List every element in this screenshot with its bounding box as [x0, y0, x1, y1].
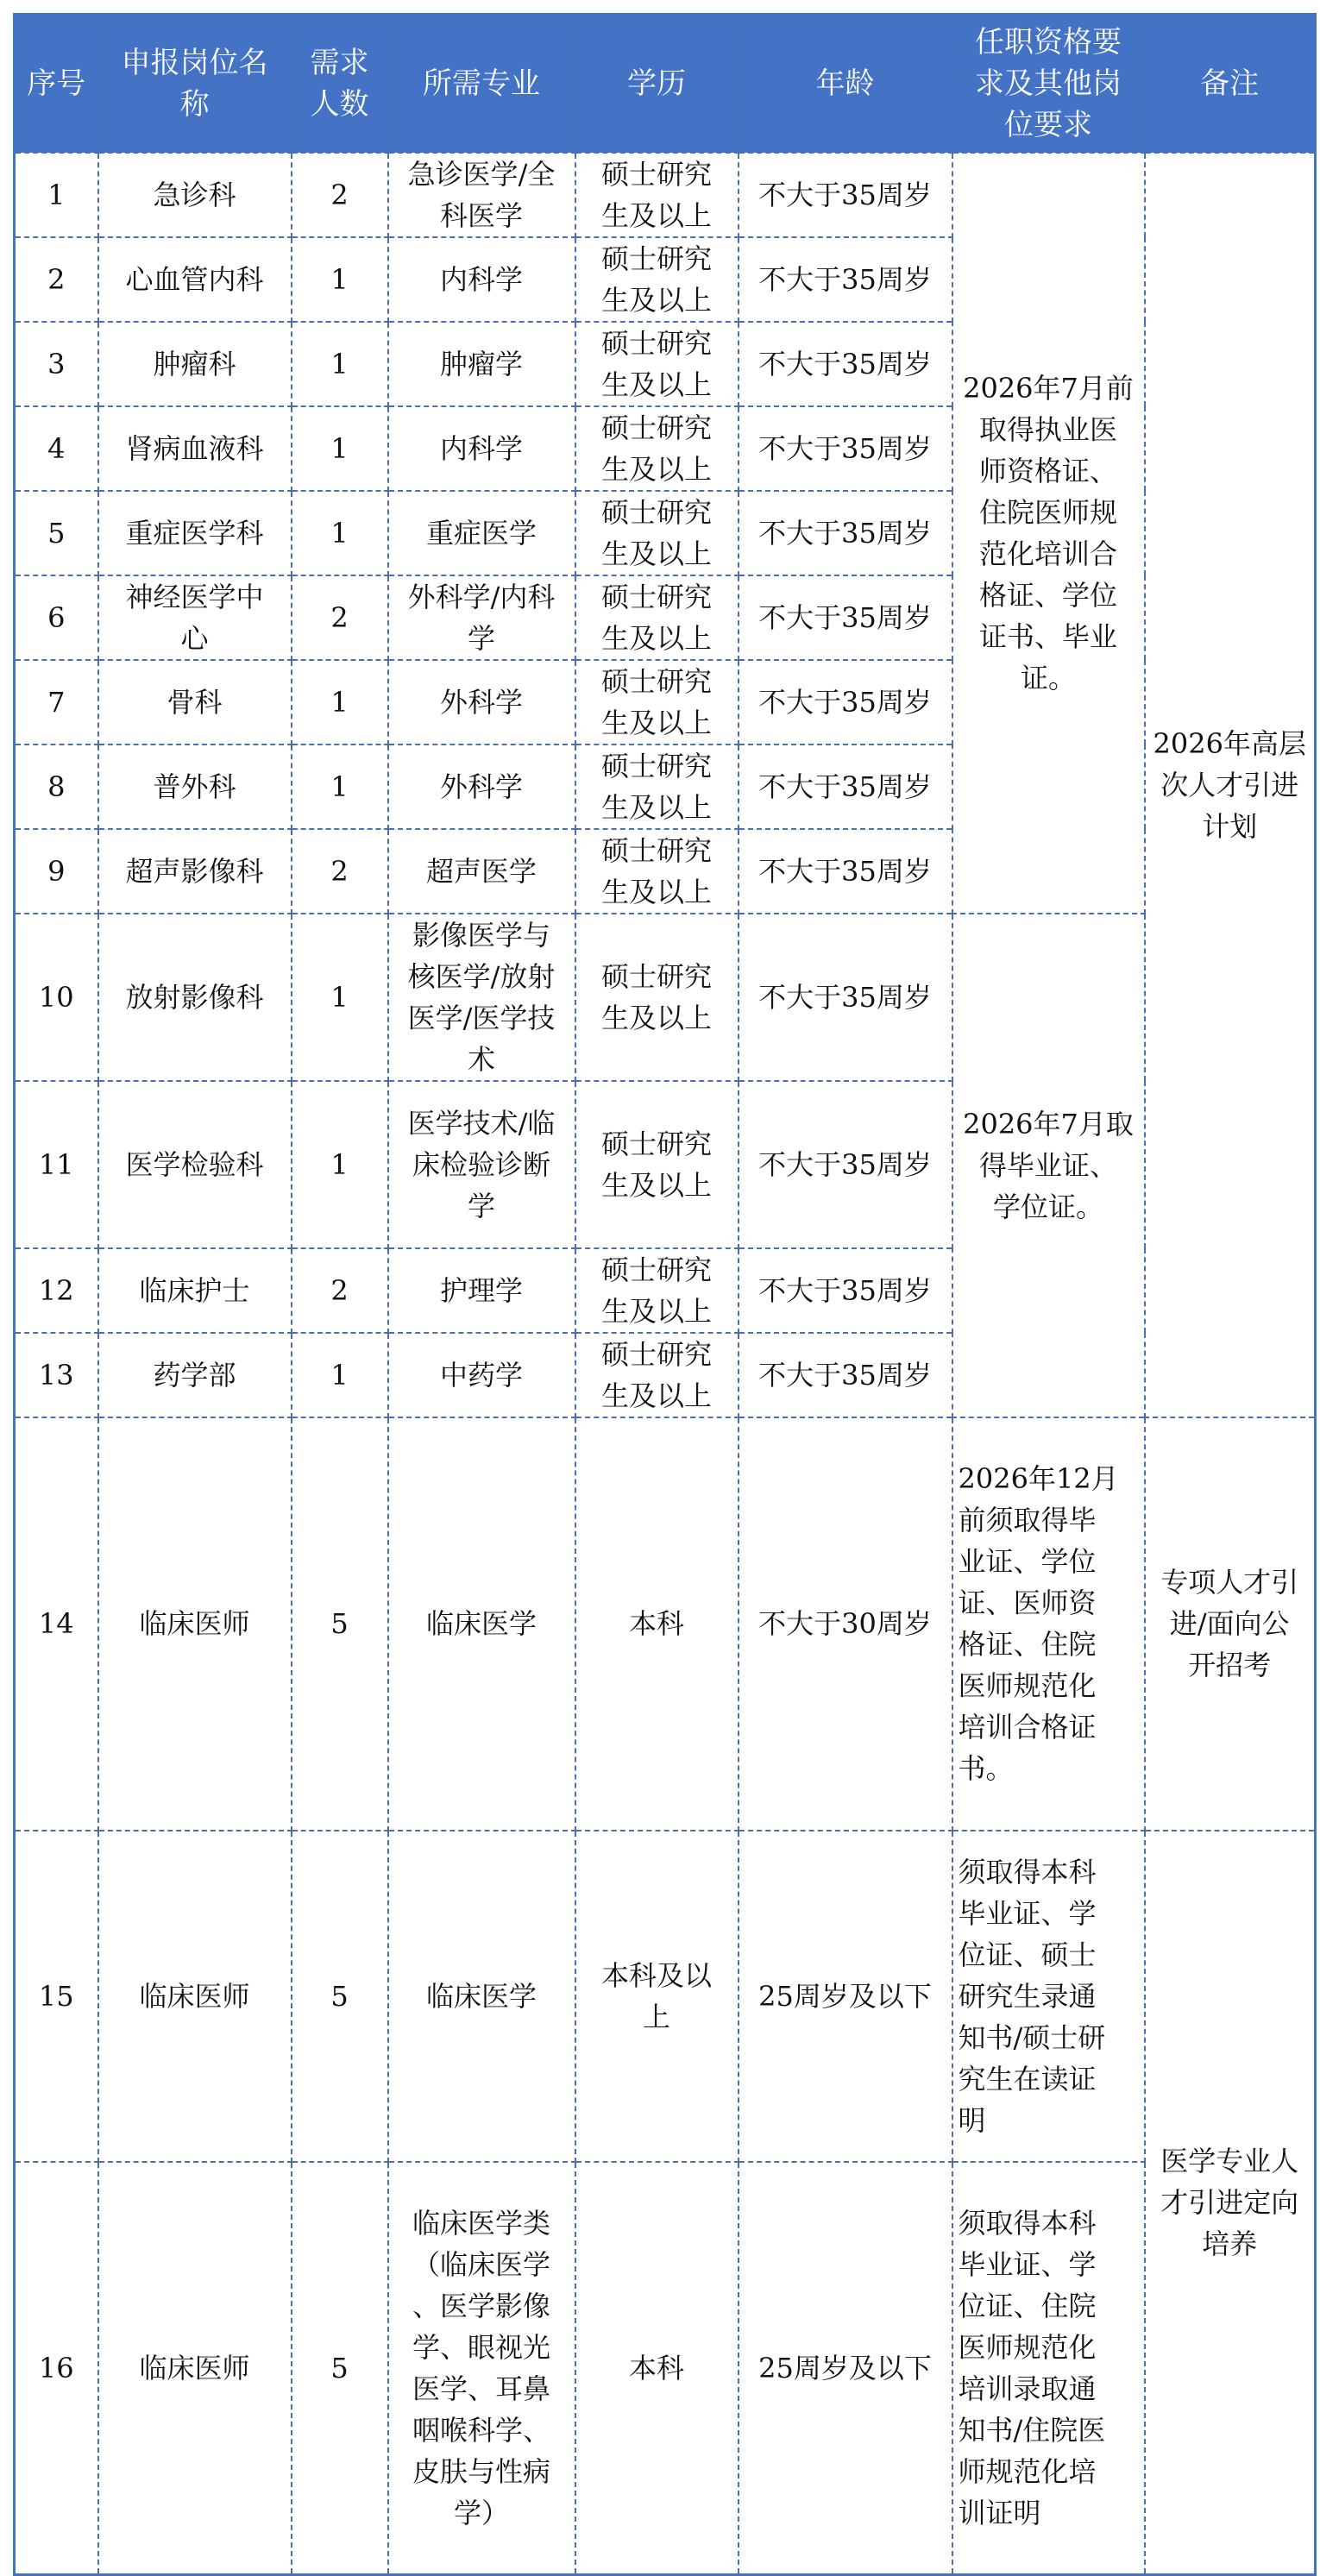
cell-count: 2 [292, 829, 388, 914]
cell-education: 硕士研究 生及以上 [575, 575, 739, 660]
cell-post: 放射影像科 [98, 914, 292, 1081]
cell-count: 1 [292, 1333, 388, 1417]
cell-remarks: 2026年高层 次人才引进 计划 [1145, 153, 1316, 1417]
cell-age: 不大于35周岁 [739, 153, 952, 237]
cell-education: 硕士研究 生及以上 [575, 1333, 739, 1417]
cell-major: 外科学 [388, 745, 575, 829]
cell-no: 10 [15, 914, 98, 1081]
cell-education: 硕士研究 生及以上 [575, 1081, 739, 1248]
cell-education: 本科 [575, 1417, 739, 1831]
cell-major: 医学技术/临 床检验诊断 学 [388, 1081, 575, 1248]
cell-count: 5 [292, 1417, 388, 1831]
cell-no: 2 [15, 237, 98, 322]
cell-no: 6 [15, 575, 98, 660]
cell-education: 硕士研究 生及以上 [575, 153, 739, 237]
cell-count: 1 [292, 322, 388, 406]
cell-age: 不大于35周岁 [739, 322, 952, 406]
cell-post: 重症医学科 [98, 491, 292, 575]
table-row [15, 1417, 1316, 1831]
cell-education: 本科 [575, 2162, 739, 2575]
cell-count: 1 [292, 1081, 388, 1248]
cell-major: 影像医学与 核医学/放射 医学/医学技 术 [388, 914, 575, 1081]
cell-major: 护理学 [388, 1248, 575, 1333]
cell-education: 硕士研究 生及以上 [575, 491, 739, 575]
cell-requirements: 2026年12月 前须取得毕 业证、学位 证、医师资 格证、住院 医师规范化 培训合格证 书。 [952, 1417, 1145, 1831]
cell-count: 1 [292, 745, 388, 829]
cell-major: 内科学 [388, 237, 575, 322]
table-row [15, 914, 1316, 1081]
cell-education: 硕士研究 生及以上 [575, 406, 739, 491]
header-row [15, 15, 1316, 153]
cell-age: 不大于35周岁 [739, 829, 952, 914]
cell-no: 15 [15, 1831, 98, 2162]
cell-no: 9 [15, 829, 98, 914]
cell-age: 不大于35周岁 [739, 406, 952, 491]
header-no: 序号 [15, 15, 98, 153]
header-major: 所需专业 [388, 15, 575, 153]
cell-major: 临床医学 [388, 1417, 575, 1831]
table-row [15, 153, 1316, 237]
cell-education: 硕士研究 生及以上 [575, 322, 739, 406]
cell-count: 5 [292, 2162, 388, 2575]
cell-education: 硕士研究 生及以上 [575, 660, 739, 745]
cell-post: 急诊科 [98, 153, 292, 237]
cell-requirements: 须取得本科 毕业证、学 位证、硕士 研究生录通 知书/硕士研 究生在读证 明 [952, 1831, 1145, 2162]
cell-age: 不大于30周岁 [739, 1417, 952, 1831]
cell-major: 临床医学类 （临床医学 、医学影像 学、眼视光 医学、耳鼻 咽喉科学、 皮肤与性病 学） [388, 2162, 575, 2575]
cell-no: 1 [15, 153, 98, 237]
cell-age: 不大于35周岁 [739, 491, 952, 575]
cell-post: 神经医学中 心 [98, 575, 292, 660]
cell-post: 骨科 [98, 660, 292, 745]
cell-major: 肿瘤学 [388, 322, 575, 406]
cell-post: 肾病血液科 [98, 406, 292, 491]
cell-no: 14 [15, 1417, 98, 1831]
table-row [15, 1831, 1316, 2162]
cell-post: 临床医师 [98, 2162, 292, 2575]
cell-remarks: 医学专业人 才引进定向 培养 [1145, 1831, 1316, 2575]
cell-remarks: 专项人才引 进/面向公 开招考 [1145, 1417, 1316, 1831]
recruitment-table [13, 13, 1317, 2576]
cell-education: 硕士研究 生及以上 [575, 914, 739, 1081]
cell-post: 心血管内科 [98, 237, 292, 322]
cell-age: 不大于35周岁 [739, 745, 952, 829]
cell-post: 临床护士 [98, 1248, 292, 1333]
cell-age: 25周岁及以下 [739, 2162, 952, 2575]
cell-age: 不大于35周岁 [739, 914, 952, 1081]
cell-count: 1 [292, 491, 388, 575]
header-age: 年龄 [739, 15, 952, 153]
cell-no: 11 [15, 1081, 98, 1248]
cell-major: 临床医学 [388, 1831, 575, 2162]
cell-age: 不大于35周岁 [739, 1081, 952, 1248]
cell-age: 不大于35周岁 [739, 1333, 952, 1417]
cell-education: 硕士研究 生及以上 [575, 237, 739, 322]
cell-age: 25周岁及以下 [739, 1831, 952, 2162]
cell-requirements: 须取得本科 毕业证、学 位证、住院 医师规范化 培训录取通 知书/住院医 师规范化培 训证明 [952, 2162, 1145, 2575]
cell-count: 1 [292, 914, 388, 1081]
cell-count: 1 [292, 237, 388, 322]
cell-no: 7 [15, 660, 98, 745]
cell-requirements: 2026年7月取 得毕业证、 学位证。 [952, 914, 1145, 1417]
cell-post: 药学部 [98, 1333, 292, 1417]
table-row [15, 2162, 1316, 2575]
cell-major: 重症医学 [388, 491, 575, 575]
cell-education: 硕士研究 生及以上 [575, 829, 739, 914]
cell-count: 1 [292, 406, 388, 491]
cell-requirements: 2026年7月前 取得执业医 师资格证、 住院医师规 范化培训合 格证、学位 证书、毕业 证。 [952, 153, 1145, 914]
header-count: 需求 人数 [292, 15, 388, 153]
cell-no: 4 [15, 406, 98, 491]
header-education: 学历 [575, 15, 739, 153]
cell-count: 2 [292, 575, 388, 660]
cell-count: 5 [292, 1831, 388, 2162]
cell-age: 不大于35周岁 [739, 575, 952, 660]
cell-education: 本科及以 上 [575, 1831, 739, 2162]
cell-post: 医学检验科 [98, 1081, 292, 1248]
cell-count: 2 [292, 1248, 388, 1333]
cell-major: 外科学 [388, 660, 575, 745]
cell-major: 超声医学 [388, 829, 575, 914]
cell-major: 中药学 [388, 1333, 575, 1417]
header-requirements: 任职资格要 求及其他岗 位要求 [952, 15, 1145, 153]
header-remarks: 备注 [1145, 15, 1316, 153]
cell-no: 8 [15, 745, 98, 829]
cell-age: 不大于35周岁 [739, 1248, 952, 1333]
cell-post: 肿瘤科 [98, 322, 292, 406]
cell-no: 12 [15, 1248, 98, 1333]
cell-count: 1 [292, 660, 388, 745]
cell-post: 临床医师 [98, 1417, 292, 1831]
cell-post: 临床医师 [98, 1831, 292, 2162]
cell-age: 不大于35周岁 [739, 237, 952, 322]
cell-education: 硕士研究 生及以上 [575, 745, 739, 829]
header-post: 申报岗位名 称 [98, 15, 292, 153]
cell-age: 不大于35周岁 [739, 660, 952, 745]
cell-education: 硕士研究 生及以上 [575, 1248, 739, 1333]
cell-post: 超声影像科 [98, 829, 292, 914]
cell-post: 普外科 [98, 745, 292, 829]
cell-no: 5 [15, 491, 98, 575]
cell-major: 内科学 [388, 406, 575, 491]
cell-no: 16 [15, 2162, 98, 2575]
cell-no: 13 [15, 1333, 98, 1417]
cell-count: 2 [292, 153, 388, 237]
cell-major: 外科学/内科 学 [388, 575, 575, 660]
cell-no: 3 [15, 322, 98, 406]
cell-major: 急诊医学/全 科医学 [388, 153, 575, 237]
